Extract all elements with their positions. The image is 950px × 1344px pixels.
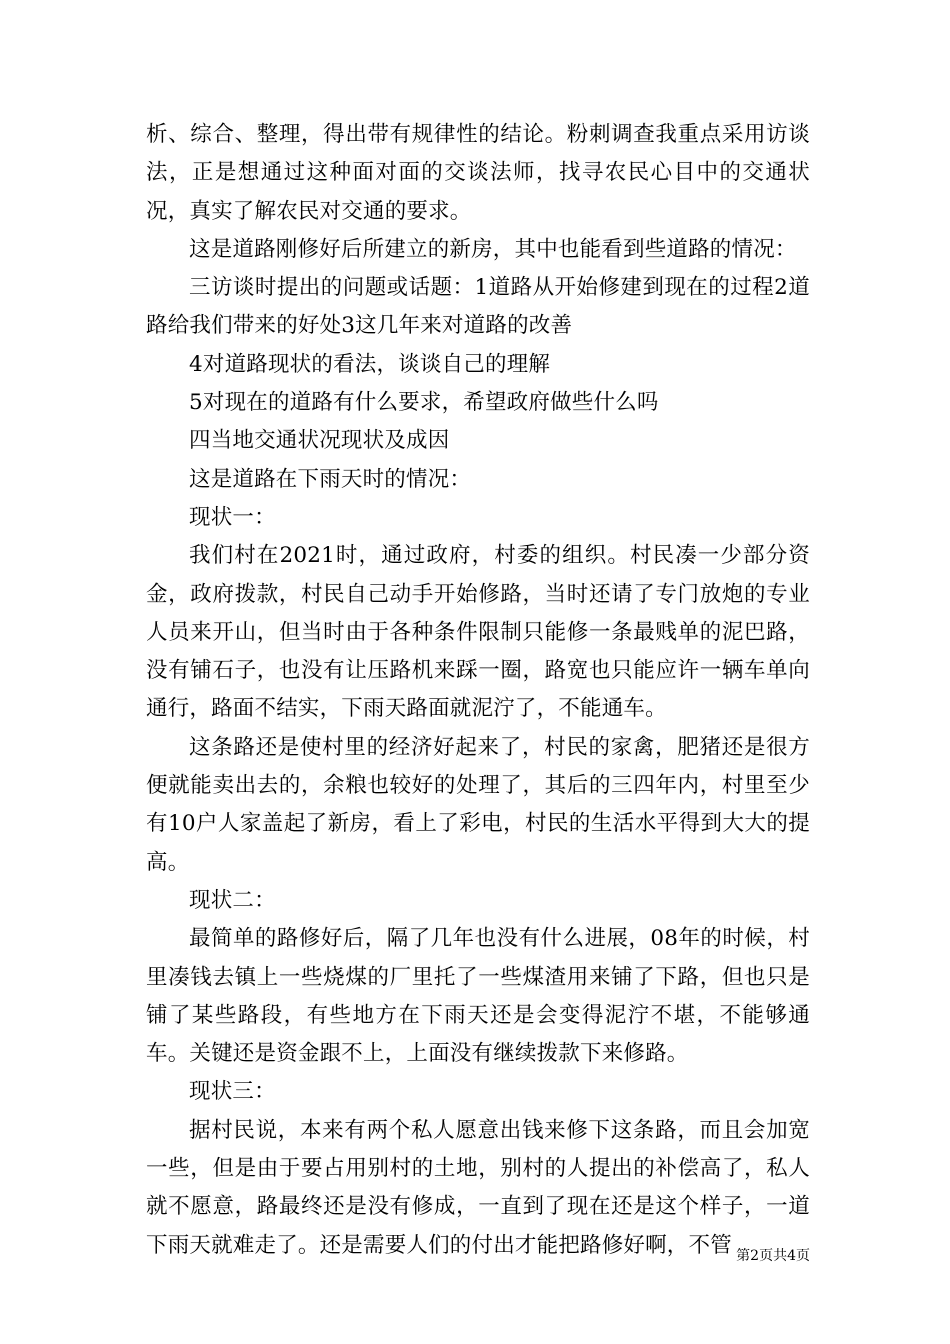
paragraph-interview-questions: 三访谈时提出的问题或话题：1道路从开始修建到现在的过程2道路给我们带来的好处3这几年来对道路的改善	[146, 275, 810, 339]
paragraph-question-4: 4对道路现状的看法，谈谈自己的理解	[189, 351, 551, 377]
paragraph-status-one-body: 我们村在2021时，通过政府，村委的组织。村民凑一少部分资金，政府拨款，村民自己动手开始修路，当时还请了专门放炮的专业人员来开山，但当时由于各种条件限制只能修一条最贱单的泥巴路，没有铺石子，也没有让压路机来踩一圈，路宽也只能应许一辆车单向通行，路面不结实，下雨天路面就泥泞了，不能通车。	[146, 543, 810, 722]
section-heading-traffic-status: 四当地交通状况现状及成因	[189, 428, 450, 454]
subheading-status-one: 现状一：	[189, 504, 276, 530]
page-number: 第2页共4页	[736, 1248, 810, 1264]
paragraph-rainy-day-caption: 这是道路在下雨天时的情况：	[189, 466, 472, 492]
subheading-status-three: 现状三：	[189, 1079, 276, 1105]
paragraph-economy-improvement: 这条路还是使村里的经济好起来了，村民的家禽，肥猪还是很方便就能卖出去的，余粮也较好的处理了，其后的三四年内，村里至少有10户人家盖起了新房，看上了彩电，村民的生活水平得到大大的提高。	[146, 734, 810, 875]
paragraph-intro-continuation: 析、综合、整理，得出带有规律性的结论。粉刺调查我重点采用访谈法，正是想通过这种面对面的交谈法师，找寻农民心目中的交通状况，真实了解农民对交通的要求。	[146, 122, 810, 224]
subheading-status-two: 现状二：	[189, 887, 276, 913]
paragraph-new-houses-caption: 这是道路刚修好后所建立的新房，其中也能看到些道路的情况：	[189, 236, 797, 262]
paragraph-status-three-body: 据村民说，本来有两个私人愿意出钱来修下这条路，而且会加宽一些，但是由于要占用别村的土地，别村的人提出的补偿高了，私人就不愿意，路最终还是没有修成，一直到了现在还是这个样子，一道下雨天就难走了。还是需要人们的付出才能把路修好啊，不管	[146, 1117, 810, 1258]
document-body	[146, 116, 810, 1265]
paragraph-status-two-body: 最简单的路修好后，隔了几年也没有什么进展，08年的时候，村里凑钱去镇上一些烧煤的厂里托了一些煤渣用来铺了下路，但也只是铺了某些路段，有些地方在下雨天还是会变得泥泞不堪，不能够通车。关键还是资金跟不上，上面没有继续拨款下来修路。	[146, 926, 810, 1067]
paragraph-question-5: 5对现在的道路有什么要求，希望政府做些什么吗	[189, 390, 659, 416]
